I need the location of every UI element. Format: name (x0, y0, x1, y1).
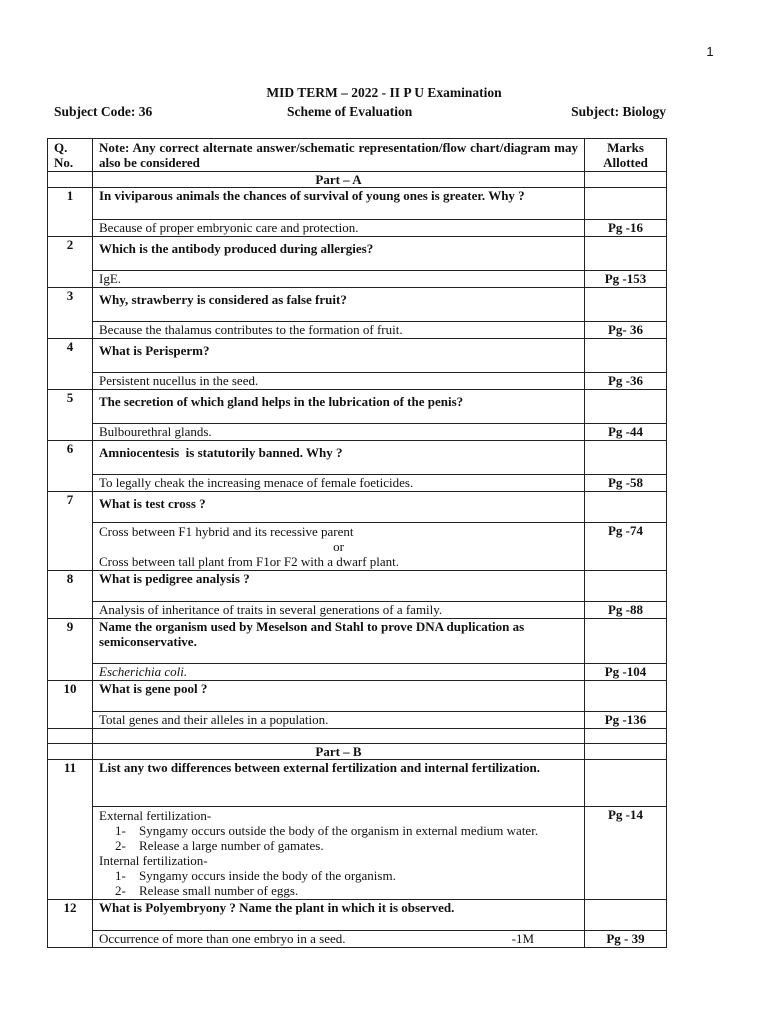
answer-text (93, 523, 585, 571)
subject-code: Subject Code: 36 (54, 104, 153, 119)
exam-title: MID TERM – 2022 - II P U Examination (266, 85, 502, 100)
answer-row (48, 523, 667, 571)
question-text: What is Perisperm? (93, 339, 585, 373)
marks-reference: Pg- 36 (585, 322, 667, 339)
question-number: 7 (48, 492, 93, 571)
answer-text: Bulbourethral glands. (93, 424, 585, 441)
part-b-label: Part – B (93, 744, 585, 760)
header-marks: Marks Allotted (585, 139, 667, 172)
answer-text: Analysis of inheritance of traits in several generations of a family. (93, 602, 585, 619)
answer-row (48, 373, 667, 390)
answer-row (48, 424, 667, 441)
question-number: 2 (48, 237, 93, 288)
question-text: What is pedigree analysis ? (93, 571, 585, 602)
answer-mark: -1M (511, 931, 534, 946)
answer-row (48, 602, 667, 619)
subject-name: Subject: Biology (571, 104, 666, 119)
question-row (48, 900, 667, 931)
answer-body: Occurrence of more than one embryo in a seed. (99, 931, 346, 946)
evaluation-table (47, 138, 667, 948)
list-item: 1- Syngamy occurs outside the body of the organism in external medium water. (115, 823, 539, 838)
question-row (48, 390, 667, 424)
question-number: 8 (48, 571, 93, 619)
marks-reference: Pg -88 (585, 602, 667, 619)
question-number: 9 (48, 619, 93, 681)
marks-reference: Pg -36 (585, 373, 667, 390)
answer-text: Escherichia coli. (93, 664, 585, 681)
part-a-label: Part – A (93, 172, 585, 188)
question-number: 4 (48, 339, 93, 390)
answer-row (48, 807, 667, 900)
answer-text: Persistent nucellus in the seed. (93, 373, 585, 390)
question-row (48, 619, 667, 664)
question-text: Which is the antibody produced during allergies? (93, 237, 585, 271)
question-text: In viviparous animals the chances of survival of young ones is greater. Why ? (93, 188, 585, 220)
answer-text (93, 931, 585, 948)
answer-line: Cross between F1 hybrid and its recessive parent (99, 524, 354, 539)
table-header-row (48, 139, 667, 172)
answer-row (48, 322, 667, 339)
question-row (48, 237, 667, 271)
question-row (48, 339, 667, 373)
list-item: 2- Release a large number of gamates. (115, 838, 324, 853)
marks-reference: Pg -136 (585, 712, 667, 729)
question-number: 6 (48, 441, 93, 492)
question-row (48, 760, 667, 807)
question-row (48, 441, 667, 475)
list-item: 1- Syngamy occurs inside the body of the organism. (115, 868, 396, 883)
question-row (48, 681, 667, 712)
answer-line: Cross between tall plant from F1or F2 with a dwarf plant. (99, 554, 400, 569)
question-number: 3 (48, 288, 93, 339)
answer-row (48, 712, 667, 729)
question-text: Amniocentesis is statutorily banned. Why ? (93, 441, 585, 475)
scheme-label: Scheme of Evaluation (287, 104, 413, 119)
question-text: What is gene pool ? (93, 681, 585, 712)
marks-reference: Pg -44 (585, 424, 667, 441)
marks-reference: Pg -16 (585, 220, 667, 237)
question-row (48, 571, 667, 602)
question-number: 1 (48, 188, 93, 237)
answer-text: Because the thalamus contributes to the formation of fruit. (93, 322, 585, 339)
answer-text: Because of proper embryonic care and protection. (93, 220, 585, 237)
question-text: Name the organism used by Meselson and Stahl to prove DNA duplication as semiconservative. (93, 619, 585, 664)
question-text: List any two differences between external fertilization and internal fertilization. (93, 760, 585, 807)
marks-reference: Pg -74 (585, 523, 667, 571)
question-text: What is test cross ? (93, 492, 585, 523)
question-row (48, 492, 667, 523)
page-number: 1 (706, 44, 714, 59)
answer-row (48, 475, 667, 492)
question-text: Why, strawberry is considered as false fruit? (93, 288, 585, 322)
list-item: 2- Release small number of eggs. (115, 883, 299, 898)
answer-line: or (333, 539, 344, 554)
question-text: What is Polyembryony ? Name the plant in which it is observed. (93, 900, 585, 931)
question-number: 5 (48, 390, 93, 441)
answer-text: IgE. (93, 271, 585, 288)
answer-text: Total genes and their alleles in a population. (93, 712, 585, 729)
header-qno: Q. No. (48, 139, 93, 172)
question-number: 11 (48, 760, 93, 900)
part-b-row (48, 744, 667, 760)
question-text: The secretion of which gland helps in the lubrication of the penis? (93, 390, 585, 424)
answer-row (48, 220, 667, 237)
external-fertilization-title: External fertilization- (99, 808, 212, 823)
marks-reference: Pg -58 (585, 475, 667, 492)
question-number: 10 (48, 681, 93, 729)
answer-row (48, 931, 667, 948)
header-note: Note: Any correct alternate answer/schematic representation/flow chart/diagram may also be considered (93, 139, 585, 172)
marks-reference: Pg -153 (585, 271, 667, 288)
marks-reference: Pg -104 (585, 664, 667, 681)
question-row (48, 288, 667, 322)
answer-row (48, 271, 667, 288)
internal-fertilization-title: Internal fertilization- (99, 853, 208, 868)
answer-text (93, 807, 585, 900)
answer-row (48, 664, 667, 681)
marks-reference: Pg - 39 (585, 931, 667, 948)
question-row (48, 188, 667, 220)
part-a-row (48, 172, 667, 188)
marks-reference: Pg -14 (585, 807, 667, 900)
spacer-row (48, 729, 667, 744)
answer-text: To legally cheak the increasing menace of female foeticides. (93, 475, 585, 492)
question-number: 12 (48, 900, 93, 948)
